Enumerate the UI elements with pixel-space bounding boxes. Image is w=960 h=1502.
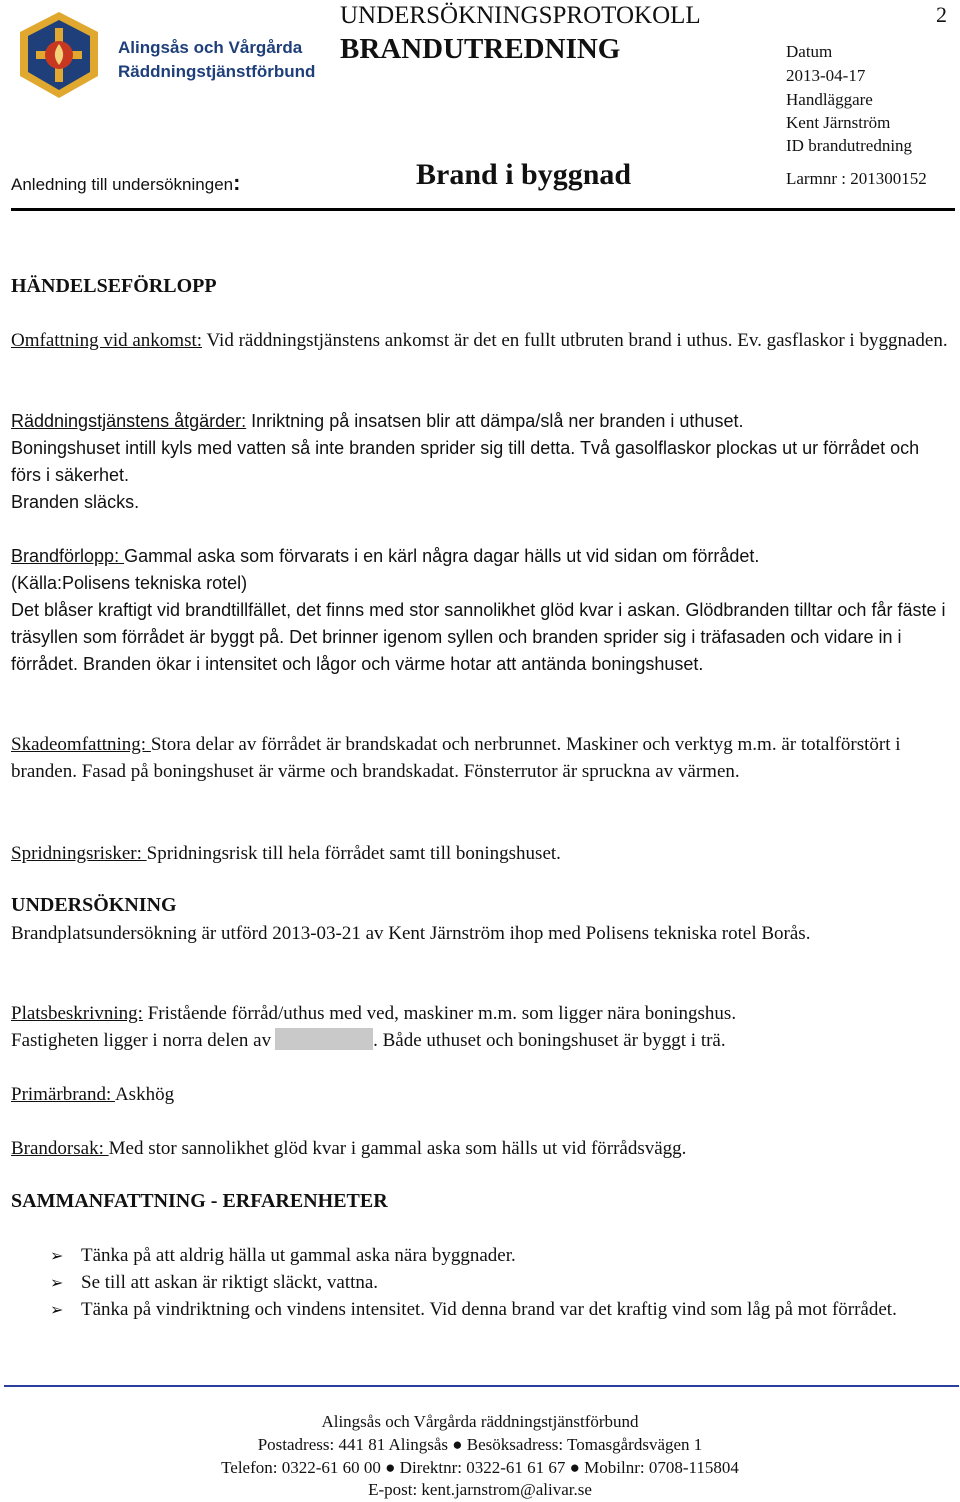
footer-org-name: Alingsås och Vårgårda räddningstjänstförbund <box>321 1412 639 1431</box>
atgarder-text: Inriktning på insatsen blir att dämpa/slå ner branden i uthuset. <box>246 411 744 431</box>
footer-divider <box>4 1385 959 1387</box>
plats-label: Platsbeskrivning: <box>11 1003 143 1024</box>
arrowhead-bullet-icon: ➢ <box>50 1273 64 1292</box>
footer-phone: Telefon: 0322-61 60 00 ● Direktnr: 0322-61 61 67 ● Mobilnr: 0708-115804 <box>221 1458 739 1477</box>
erfarenheter-list <box>50 1242 950 1323</box>
brandforlopp-paragraph <box>11 543 951 678</box>
undersokning-text: Brandplatsundersökning är utförd 2013-03-21 av Kent Järnström ihop med Polisens tekniska rotel Borås. <box>11 923 811 944</box>
header-divider <box>11 208 955 211</box>
redacted-location <box>275 1028 373 1050</box>
logo-org-name-line2: Räddningstjänstförbund <box>118 62 316 81</box>
brandforlopp-text: Gammal aska som förvarats i en kärl några dagar hälls ut vid sidan om förrådet. <box>124 546 760 566</box>
spridning-paragraph <box>11 840 951 867</box>
list-item: ➢ Tänka på att aldrig hälla ut gammal aska nära byggnader. <box>50 1242 950 1269</box>
anledning-value: Brand i byggnad <box>416 158 632 191</box>
spridning-label: Spridningsrisker: <box>11 843 147 864</box>
organization-logo <box>14 10 334 100</box>
brandorsak-paragraph <box>11 1135 951 1162</box>
skade-paragraph <box>11 731 951 785</box>
primarbrand-text: Askhög <box>114 1084 175 1105</box>
omfattning-label: Omfattning vid ankomst: <box>11 330 203 351</box>
skade-label: Skadeomfattning: <box>11 734 151 755</box>
atgarder-label: Räddningstjänstens åtgärder: <box>11 411 247 431</box>
omfattning-text: Vid räddningstjänstens ankomst är det en fullt utbruten brand i uthus. Ev. gasflaskor i byggnaden. <box>202 330 948 351</box>
handlaggare-value: Kent Järnström <box>786 113 891 132</box>
larmnr: Larmnr : 201300152 <box>786 169 927 188</box>
handlaggare-label: Handläggare <box>786 90 873 109</box>
section-title-undersokning: UNDERSÖKNING <box>11 894 177 916</box>
primarbrand-label: Primärbrand: <box>11 1084 115 1105</box>
shield-emblem-icon <box>14 10 104 100</box>
datum-value: 2013-04-17 <box>786 66 866 85</box>
brandforlopp-source: (Källa:Polisens tekniska rotel) <box>11 573 248 593</box>
list-item: ➢ Se till att askan är riktigt släckt, vattna. <box>50 1269 950 1296</box>
datum-label: Datum <box>786 42 833 61</box>
atgarder-paragraph <box>11 408 951 516</box>
logo-org-name-line1: Alingsås och Vårgårda <box>118 38 303 57</box>
brandorsak-label: Brandorsak: <box>11 1138 109 1159</box>
footer-address: Postadress: 441 81 Alingsås ● Besöksadress: Tomasgårdsvägen 1 <box>257 1435 703 1454</box>
spridning-text: Spridningsrisk till hela förrådet samt till boningshuset. <box>146 843 561 864</box>
atgarder-line3: Branden släcks. <box>11 492 140 512</box>
footer-email: E-post: kent.jarnstrom@alivar.se <box>368 1480 592 1499</box>
id-label: ID brandutredning <box>786 136 913 155</box>
arrowhead-bullet-icon: ➢ <box>50 1246 64 1265</box>
arrowhead-bullet-icon: ➢ <box>50 1300 64 1319</box>
atgarder-line2: Boningshuset intill kyls med vatten så inte branden sprider sig till detta. Två gasolflaskor plockas ut ur förrådet och förs i säkerhet. <box>11 438 920 485</box>
brandforlopp-label: Brandförlopp: <box>11 546 125 566</box>
omfattning-paragraph <box>11 327 951 354</box>
brandforlopp-body: Det blåser kraftigt vid brandtillfället, det finns med stor sannolikhet glöd kvar i askan. Glödbranden tilltar och får fäste i träsyllen som förrådet är byggt på. Det brinner igenom syllen och branden sprider sig i träfasaden och vidare in i förrådet. Branden ökar i intensitet och lågor och värme hotar att antända boningshuset. <box>11 600 946 674</box>
section-title-sammanfattning: SAMMANFATTNING - ERFARENHETER <box>11 1190 388 1212</box>
plats-paragraph <box>11 1000 951 1054</box>
primarbrand-paragraph <box>11 1081 951 1108</box>
section-title-handelseforlopp: HÄNDELSEFÖRLOPP <box>11 275 217 297</box>
brandorsak-text: Med stor sannolikhet glöd kvar i gammal aska som hälls ut vid förrådsvägg. <box>108 1138 687 1159</box>
plats-text: Fristående förråd/uthus med ved, maskiner m.m. som ligger nära boningshus. <box>142 1003 737 1024</box>
skade-text: Stora delar av förrådet är brandskadat och nerbrunnet. Maskiner och verktyg m.m. är totalförstört i branden. Fasad på boningshuset är värme och brandskadat. Fönsterrutor är spruckna av värmen. <box>11 734 901 782</box>
plats-line2-a: Fastigheten ligger i norra delen av <box>11 1030 272 1051</box>
report-title: BRANDUTREDNING <box>340 33 621 65</box>
list-item: ➢ Tänka på vindriktning och vindens intensitet. Vid denna brand var det kraftig vind som låg på mot förrådet. <box>50 1296 950 1323</box>
protocol-title: UNDERSÖKNINGSPROTOKOLL <box>340 2 701 29</box>
page-number: 2 <box>936 2 947 27</box>
anledning-label: Anledning till undersökningen: <box>11 170 241 195</box>
plats-line2-b: . Både uthuset och boningshuset är byggt i trä. <box>373 1030 726 1051</box>
